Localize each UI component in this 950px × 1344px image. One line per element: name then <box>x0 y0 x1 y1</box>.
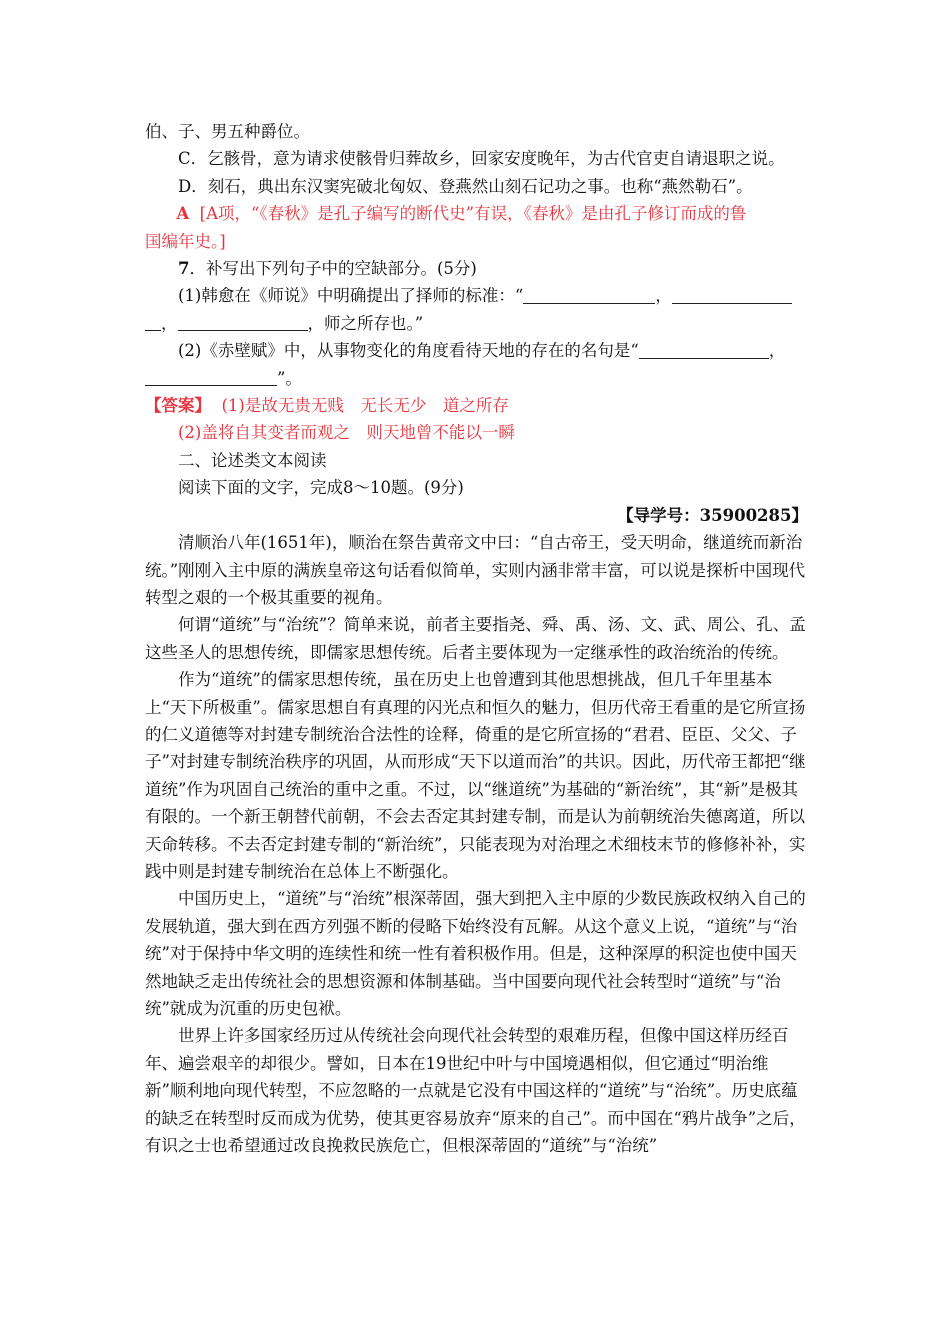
instruction: 阅读下面的文字，完成8～10题。(9分) <box>178 478 464 498</box>
question-7-1-cont <box>145 310 808 337</box>
answer-explanation <box>145 200 808 227</box>
question-7-2 <box>145 337 808 364</box>
question-text: (2)《赤壁赋》中，从事物变化的角度看待天地的存在的名句是“ <box>178 341 639 361</box>
explanation-text: [A项，“《春秋》是孔子编写的断代史”有误，《春秋》是由孔子修订而成的鲁 <box>189 204 747 224</box>
text-line: 伯、子、男五种爵位。 <box>145 122 310 141</box>
question-text: ”。 <box>277 368 302 388</box>
passage-paragraph: 何谓“道统”与“治统”？简单来说，前者主要指尧、舜、禹、汤、文、武、周公、孔、孟这些圣人的思想传统，即儒家思想传统。后者主要体现为一定继承性的政治统治的传统。 <box>145 615 806 662</box>
passage-paragraph: 清顺治八年(1651年)，顺治在祭告黄帝文中曰：“自古帝王，受天明命，继道统而新治统。”刚刚入主中原的满族皇帝这句话看似简单，实则内涵非常丰富，可以说是探析中国现代转型之艰的一个极其重要的视角。 <box>145 533 806 607</box>
punctuation: ， <box>768 341 786 361</box>
explanation-continued: 国编年史。] <box>145 231 226 251</box>
option-d: D．刻石，典出东汉窦宪破北匈奴、登燕然山刻石记功之事。也称“燕然勒石”。 <box>178 176 753 196</box>
passage-paragraph: 中国历史上，“道统”与“治统”根深蒂固，强大到把入主中原的少数民族政权纳入自己的发展轨道，强大到在西方列强不断的侵略下始终没有瓦解。从这个意义上说，“道统”与“治统”对于保持中华文明的连续性和统一性有着积极作用。但是，这种深厚的积淀也使中国天然地缺乏走出传统社会的思想资源和体制基础。当中国要向现代社会转型时“道统”与“治统”就成为沉重的历史包袱。 <box>145 889 806 1018</box>
question-7-2-cont <box>145 365 808 392</box>
punctuation: ， <box>161 313 178 333</box>
question-text: ．补写出下列句子中的空缺部分。(5分) <box>189 259 477 279</box>
question-text: (1)韩愈在《师说》中明确提出了择师的标准：“ <box>178 286 524 306</box>
blank-line[interactable] <box>639 341 769 359</box>
passage-paragraph: 世界上许多国家经历过从传统社会向现代社会转型的艰难历程，但像中国这样历经百年、遍尝艰辛的却很少。譬如，日本在19世纪中叶与中国境遇相似，但它通过“明治维新”顺利地向现代转型，不应忽略的一点就是它没有中国这样的“道统”与“治统”。历史底蕴的缺乏在转型时反而成为优势，使其更容易放弃“原来的自己”。而中国在“鸦片战争”之后，有识之士也希望通过改良挽救民族危亡，但根深蒂固的“道统”与“治统” <box>145 1026 806 1156</box>
blank-line[interactable] <box>145 369 277 387</box>
answer <box>145 392 808 419</box>
question-number: 7 <box>178 259 190 279</box>
option-c: C．乞骸骨，意为请求使骸骨归葬故乡，回家安度晚年，为古代官吏自请退职之说。 <box>178 149 785 169</box>
blank-line[interactable] <box>672 286 792 304</box>
blank-line[interactable] <box>523 286 655 304</box>
blank-line[interactable] <box>178 314 308 332</box>
punctuation: ， <box>655 286 672 306</box>
blank-line[interactable] <box>145 314 161 332</box>
passage-paragraph: 作为“道统”的儒家思想传统，虽在历史上也曾遭到其他思想挑战，但几千年里基本上“天下所极重”。儒家思想自有真理的闪光点和恒久的魅力，但历代帝王看重的是它所宣扬的仁义道德等对封建专制统治合法性的诠释，倚重的是它所宣扬的“君君、臣臣、父父、子子”对封建专制统治秩序的巩固，从而形成“天下以道而治”的共识。因此，历代帝王都把“继道统”作为巩固自己统治的重中之重。不过，以“继道统”为基础的“新治统”，其“新”是极其有限的。一个新王朝替代前朝，不会去否定其封建专制，而是认为前朝统治失德离道，所以天命转移。不去否定封建专制的“新治统”，只能表现为对治理之术细枝末节的修修补补，实践中则是封建专制统治在总体上不断强化。 <box>145 670 806 881</box>
answer-text: (1)是故无贵无贱 无长无少 道之所存 <box>211 396 509 416</box>
section-heading: 二、论述类文本阅读 <box>178 450 327 470</box>
question-7 <box>145 255 808 282</box>
question-7-1 <box>145 282 808 309</box>
answer-tag: 【答案】 <box>145 396 211 416</box>
question-text: ，师之所存也。” <box>307 313 424 333</box>
answer-mark: A <box>176 204 190 224</box>
document-page <box>145 118 808 1159</box>
answer-text-2: (2)盖将自其变者而观之 则天地曾不能以一瞬 <box>178 423 515 443</box>
guide-number: 【导学号：35900285】 <box>617 505 808 525</box>
